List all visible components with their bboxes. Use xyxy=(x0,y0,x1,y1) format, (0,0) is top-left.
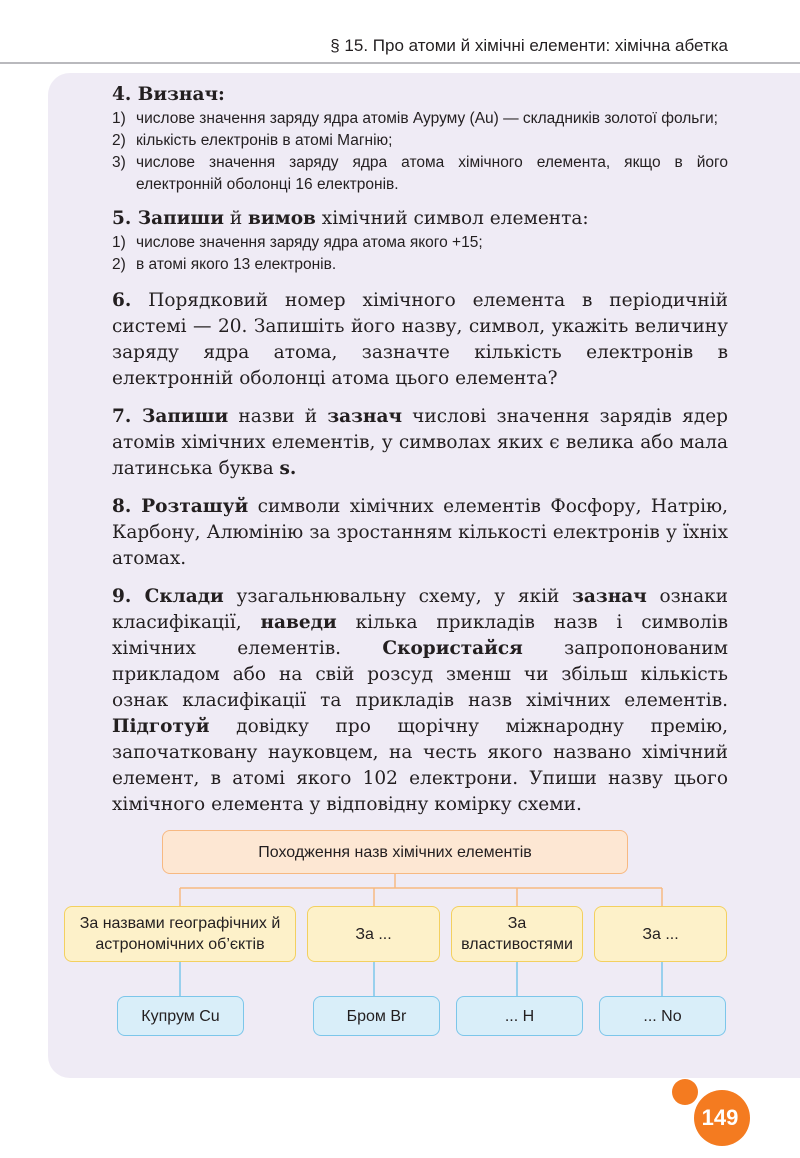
list-item: 1) числове значення заряду ядра атома якого +15; xyxy=(112,234,483,251)
task-4-list xyxy=(112,108,728,196)
task-5 xyxy=(112,206,728,276)
page-number-badge xyxy=(670,1078,750,1150)
diagram-category-geography: За назвами географічних й астрономічних об’єктів xyxy=(64,906,296,962)
diagram-category-blank-1: За ... xyxy=(307,906,440,962)
task-9: 9. Склади узагальнювальну схему, у якій зазнач ознаки класифікації, наведи кілька прикладів назв і символів хімічних елементів. Скористайся запропонованим прикладом або на свій розсуд зменш чи збільш кількість ознак класифікації та прикладів назв хімічних елементів. Підготуй довідку про щорічну міжнародну премію, започатковану науковцем, на честь якого названо хімічний елемент, в атомі якого 102 електрони. Упиши назву цього хімічного елемента у відповідну комірку схеми. xyxy=(112,586,728,815)
diagram-example-nobelium: ... No xyxy=(599,996,726,1036)
list-item: 2) кількість електронів в атомі Магнію; xyxy=(112,132,393,149)
diagram-example-cuprum: Купрум Cu xyxy=(117,996,244,1036)
header-decoration xyxy=(0,0,800,28)
diagram-category-blank-2: За ... xyxy=(594,906,727,962)
task-4-title: 4. Визнач: xyxy=(112,84,225,105)
running-title: § 15. Про атоми й хімічні елементи: хімічна абетка xyxy=(330,36,728,55)
diagram-root-box: Походження назв хімічних елементів xyxy=(162,830,628,874)
header-separator xyxy=(0,62,800,64)
list-item: 3) числове значення заряду ядра атома хімічного елемента, якщо в його електронній оболонці 16 електронів. xyxy=(112,154,728,193)
diagram-category-properties: За властивостями xyxy=(451,906,583,962)
task-6: 6. Порядковий номер хімічного елемента в періодичній системі — 20. Запишіть його назву, символ, укажіть величину заряду ядра атома, зазначте кількість електронів в електронній оболонці атома цього елемента? xyxy=(112,290,728,389)
list-item: 1) числове значення заряду ядра атомів Ауруму (Au) — складників золотої фольги; xyxy=(112,110,718,127)
task-4 xyxy=(112,82,728,196)
list-item: 2) в атомі якого 13 електронів. xyxy=(112,256,337,273)
task-7: 7. Запиши назви й зазнач числові значення зарядів ядер атомів хімічних елементів, у символах яких є велика або мала латинська буква s. xyxy=(112,406,729,479)
exercise-content xyxy=(112,82,728,830)
diagram-example-bromine: Бром Br xyxy=(313,996,440,1036)
page-number: 149 xyxy=(701,1105,739,1130)
task-5-title: 5. Запиши й вимов хімічний символ елемента: xyxy=(112,208,589,229)
task-5-list xyxy=(112,232,728,276)
task-8: 8. Розташуй символи хімічних елементів Фосфору, Натрію, Карбону, Алюмінію за зростанням кількості електронів у їхніх атомах. xyxy=(112,496,728,569)
diagram-example-hydrogen: ... H xyxy=(456,996,583,1036)
